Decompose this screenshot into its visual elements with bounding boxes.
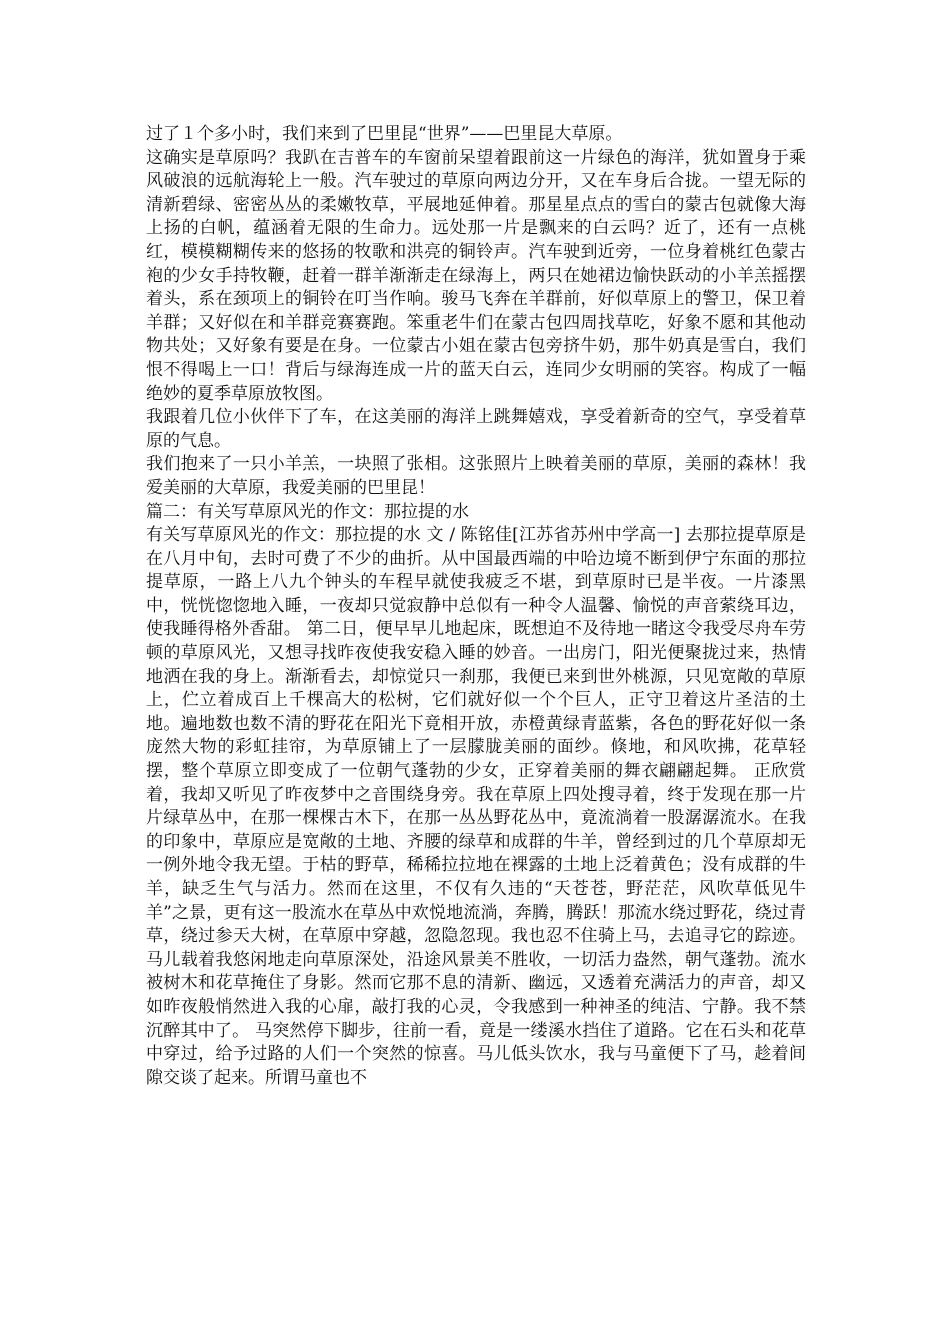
- paragraph-play: 我跟着几位小伙伴下了车，在这美丽的海洋上跳舞嬉戏，享受着新奇的空气，享受着草原的气息。: [146, 407, 806, 451]
- document-body: [146, 123, 806, 1090]
- paragraph-nalati: 有关写草原风光的作文：那拉提的水 文 / 陈铭佳[江苏省苏州中学高一] 去那拉提草原是在八月中旬，去时可费了不少的曲折。从中国最西端的中哈边境不断到伊宁东面的那拉提草原，一路上八九个钟头的车程早就使我疲乏不堪，到草原时已是半夜。一片漆黑中，恍恍惚惚地入睡，一夜却只觉寂静中总似有一种令人温馨、愉悦的声音萦绕耳边，使我睡得格外香甜。 第二日，便早早儿地起床，既想迫不及待地一睹这令我受尽舟车劳顿的草原风光，又想寻找昨夜使我安稳入睡的妙音。一出房门，阳光便聚拢过来，热情地洒在我的身上。渐渐看去，却惊觉只一刹那，我便已来到世外桃源，只见宽敞的草原上，伫立着成百上千棵高大的松树，它们就好似一个个巨人，正守卫着这片圣洁的土地。遍地数也数不清的野花在阳光下竟相开放，赤橙黄绿青蓝紫，各色的野花好似一条庞然大物的彩虹挂帘，为草原铺上了一层朦胧美丽的面纱。倏地，和风吹拂，花草轻摆，整个草原立即变成了一位朝气蓬勃的少女，正穿着美丽的舞衣翩翩起舞。 正欣赏着，我却又听见了昨夜梦中之音围绕身旁。我在草原上四处搜寻着，终于发现在那一片片绿草丛中，在那一棵棵古木下，在那一丛丛野花丛中，竟流淌着一股潺潺流水。在我的印象中，草原应是宽敞的土地、齐腰的绿草和成群的牛羊，曾经到过的几个草原却无一例外地令我无望。于枯的野草，稀稀拉拉地在裸露的土地上泛着黄色；没有成群的牛羊，缺乏生气与活力。然而在这里，不仅有久违的“天苍苍，野茫茫，风吹草低见牛羊”之景，更有这一股流水在草丛中欢悦地流淌，奔腾，腾跃！那流水绕过野花，绕过青草，绕过参天大树，在草原中穿越，忽隐忽现。我也忍不住骑上马，去追寻它的踪迹。马儿载着我悠闲地走向草原深处，沿途风景美不胜收，一切活力盎然，朝气蓬勃。流水被树木和花草掩住了身影。然而它那不息的清新、幽远，又透着充满活力的声音，却又如昨夜般悄然进入我的心扉，敲打我的心灵，令我感到一种神圣的纯洁、宁静。我不禁沉醉其中了。 马突然停下脚步，往前一看，竟是一缕溪水挡住了道路。它在石头和花草中穿过，给予过路的人们一个突然的惊喜。马儿低头饮水，我与马童便下了马，趁着间隙交谈了起来。所谓马童也不: [146, 525, 806, 1088]
- paragraph-arrival: 过了１个多小时，我们来到了巴里昆“世界”——巴里昆大草原。: [146, 124, 623, 144]
- paragraph-grassland-scene: 这确实是草原吗？我趴在吉普车的车窗前呆望着跟前这一片绿色的海洋，犹如置身于乘风破浪的远航海轮上一般。汽车驶过的草原向两边分开，又在车身后合拢。一望无际的清新碧绿、密密丛丛的柔嫩牧草，平展地延伸着。那星星点点的雪白的蒙古包就像大海上扬的白帆，蕴涵着无限的生命力。远处那一片是飘来的白云吗？近了，还有一点桃红，模模糊糊传来的悠扬的牧歌和洪亮的铜铃声。汽车驶到近旁，一位身着桃红色蒙古袍的少女手持牧鞭，赶着一群羊渐渐走在绿海上，两只在她裙边愉快跃动的小羊羔摇摆着头，系在颈项上的铜铃在叮当作响。骏马飞奔在羊群前，好似草原上的警卫，保卫着羊群；又好似在和羊群竞赛赛跑。笨重老牛们在蒙古包四周找草吃，好象不愿和其他动物共处；又好象有要是在身。一位蒙古小姐在蒙古包旁挤牛奶，那牛奶真是雪白，我们恨不得喝上一口！背后与绿海连成一片的蓝天白云，连同少女明丽的笑容。构成了一幅绝妙的夏季草原放牧图。: [146, 147, 806, 404]
- paragraph-photo: 我们抱来了一只小羊羔，一块照了张相。这张照片上映着美丽的草原，美丽的森林！我爱美丽的大草原，我爱美丽的巴里昆！: [146, 454, 806, 498]
- section-heading: 篇二：有关写草原风光的作文：那拉提的水: [146, 501, 469, 522]
